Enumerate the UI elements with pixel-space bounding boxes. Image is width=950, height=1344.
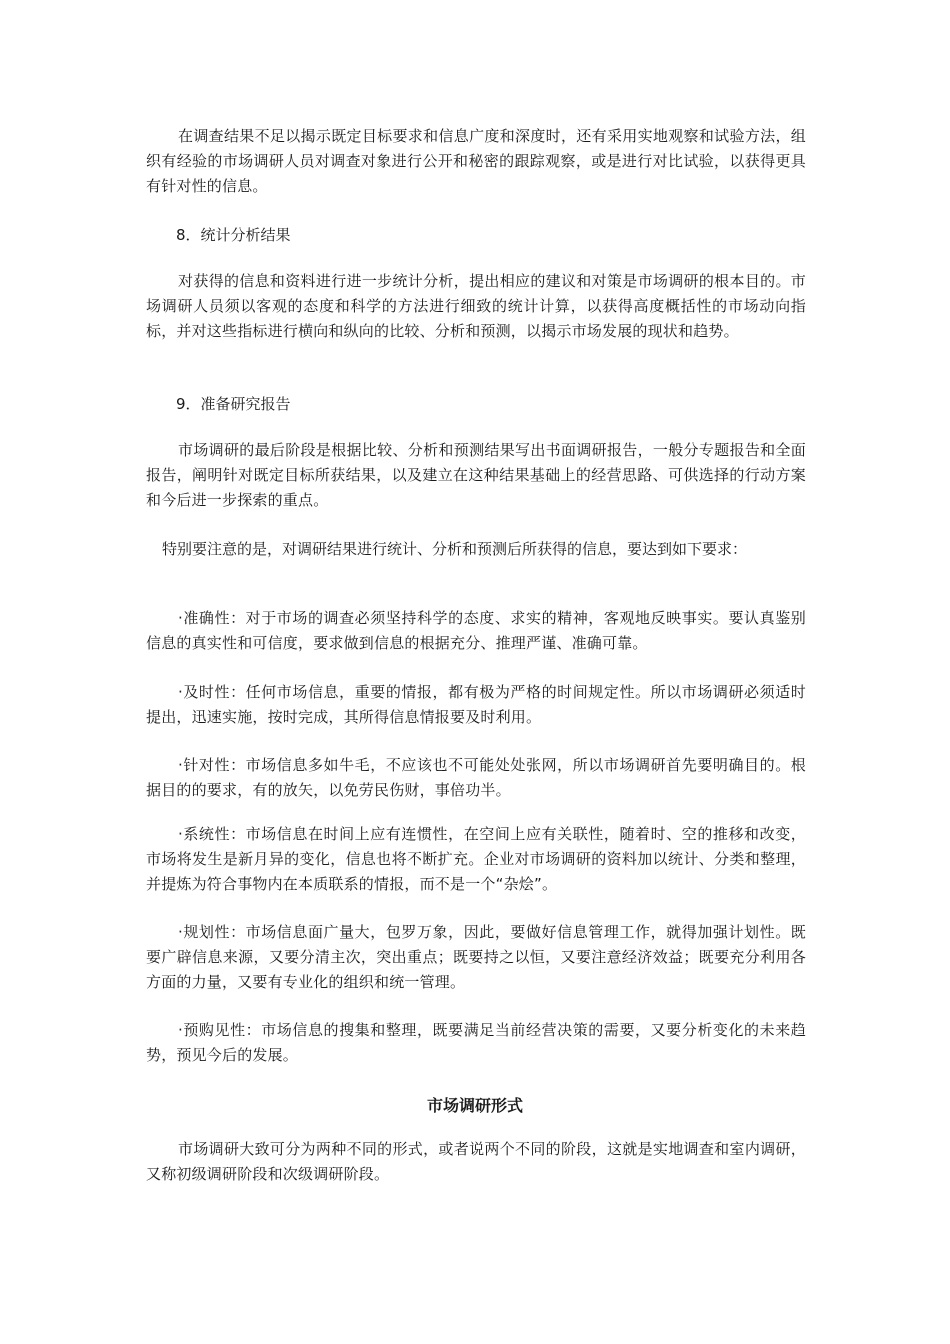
requirement-foresight: ·预购见性：市场信息的搜集和整理，既要满足当前经营决策的需要，又要分析变化的未来趋势，预见今后的发展。 [146,1021,806,1064]
requirement-pertinence: ·针对性：市场信息多如牛毛，不应该也不可能处处张网，所以市场调研首先要明确目的。根据目的的要求，有的放矢，以免劳民伤财，事倍功半。 [146,756,806,799]
paragraph-observation: 在调查结果不足以揭示既定目标要求和信息广度和深度时，还有采用实地观察和试验方法，组织有经验的市场调研人员对调查对象进行公开和秘密的跟踪观察，或是进行对比试验，以获得更具有针对性的信息。 [146,127,806,195]
paragraph-requirements-intro: 特别要注意的是，对调研结果进行统计、分析和预测后所获得的信息，要达到如下要求： [162,540,748,558]
paragraph-statistical-analysis: 对获得的信息和资料进行进一步统计分析，提出相应的建议和对策是市场调研的根本目的。市场调研人员须以客观的态度和科学的方法进行细致的统计计算，以获得高度概括性的市场动向指标，并对这些指标进行横向和纵向的比较、分析和预测，以揭示市场发展的现状和趋势。 [146,272,806,340]
heading-research-report: 9．准备研究报告 [176,395,291,413]
requirement-accuracy: ·准确性：对于市场的调查必须坚持科学的态度、求实的精神，客观地反映事实。要认真鉴别信息的真实性和可信度，要求做到信息的根据充分、推理严谨、准确可靠。 [146,609,806,652]
requirement-systematic: ·系统性：市场信息在时间上应有连惯性，在空间上应有关联性，随着时、空的推移和改变，市场将发生是新月异的变化，信息也将不断扩充。企业对市场调研的资料加以统计、分类和整理，并提炼为符合事物内在本质联系的情报，而不是一个“杂烩”。 [146,825,806,893]
requirement-planning: ·规划性：市场信息面广量大，包罗万象，因此，要做好信息管理工作，就得加强计划性。既要广辟信息来源，又要分清主次，突出重点；既要持之以恒，又要注意经济效益；既要充分利用各方面的力量，又要有专业化的组织和统一管理。 [146,923,806,991]
paragraph-research-report: 市场调研的最后阶段是根据比较、分析和预测结果写出书面调研报告，一般分专题报告和全面报告，阐明针对既定目标所获结果，以及建立在这种结果基础上的经营思路、可供选择的行动方案和今后进一步探索的重点。 [146,441,806,509]
requirement-timeliness: ·及时性：任何市场信息，重要的情报，都有极为严格的时间规定性。所以市场调研必须适时提出，迅速实施，按时完成，其所得信息情报要及时利用。 [146,683,806,726]
section-title: 市场调研形式 [426,1096,523,1115]
paragraph-research-forms: 市场调研大致可分为两种不同的形式，或者说两个不同的阶段，这就是实地调查和室内调研，又称初级调研阶段和次级调研阶段。 [146,1140,806,1183]
heading-statistical-analysis: 8．统计分析结果 [176,226,291,244]
